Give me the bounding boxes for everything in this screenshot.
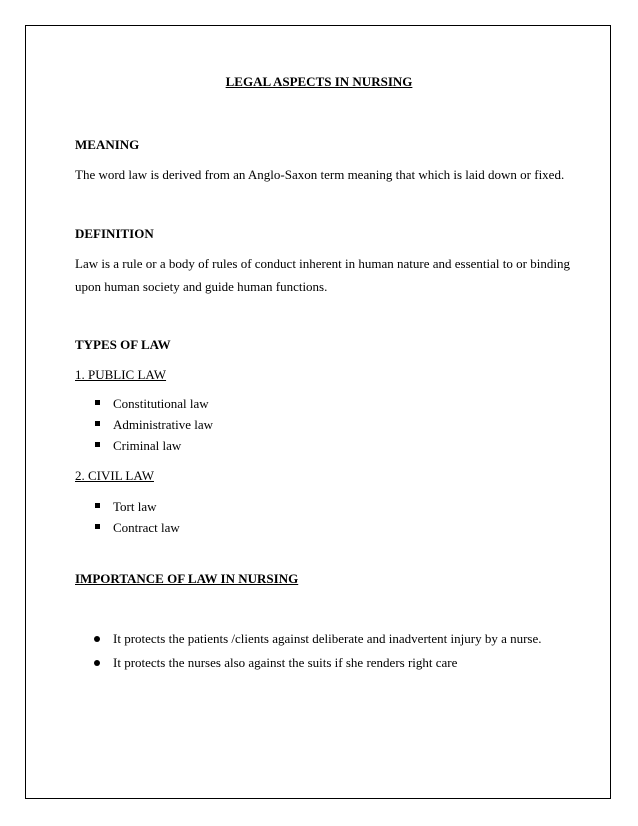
civil-law-item-1: Tort law (113, 499, 157, 514)
meaning-heading: MEANING (75, 137, 140, 152)
square-bullet-icon (95, 524, 100, 529)
civil-law-label: 2. CIVIL LAW (75, 468, 154, 483)
definition-line-2: upon human society and guide human functions. (75, 279, 328, 294)
round-bullet-icon (94, 660, 100, 666)
square-bullet-icon (95, 400, 100, 405)
civil-law-item-2: Contract law (113, 520, 180, 535)
importance-item-2: It protects the nurses also against the suits if she renders right care (113, 655, 458, 670)
square-bullet-icon (95, 442, 100, 447)
square-bullet-icon (95, 503, 100, 508)
types-heading: TYPES OF LAW (75, 337, 171, 352)
meaning-text: The word law is derived from an Anglo-Saxon term meaning that which is laid down or fixed. (75, 167, 565, 182)
public-law-item-2: Administrative law (113, 417, 214, 432)
document-title: LEGAL ASPECTS IN NURSING (225, 74, 413, 89)
importance-item-1: It protects the patients /clients against deliberate and inadvertent injury by a nurse. (113, 631, 542, 646)
round-bullet-icon (94, 636, 100, 642)
public-law-label: 1. PUBLIC LAW (75, 367, 167, 382)
square-bullet-icon (95, 421, 100, 426)
importance-heading: IMPORTANCE OF LAW IN NURSING (75, 571, 299, 586)
public-law-item-3: Criminal law (113, 438, 182, 453)
definition-line-1: Law is a rule or a body of rules of conduct inherent in human nature and essential to or binding (75, 256, 570, 271)
definition-heading: DEFINITION (75, 226, 154, 241)
public-law-item-1: Constitutional law (113, 396, 209, 411)
